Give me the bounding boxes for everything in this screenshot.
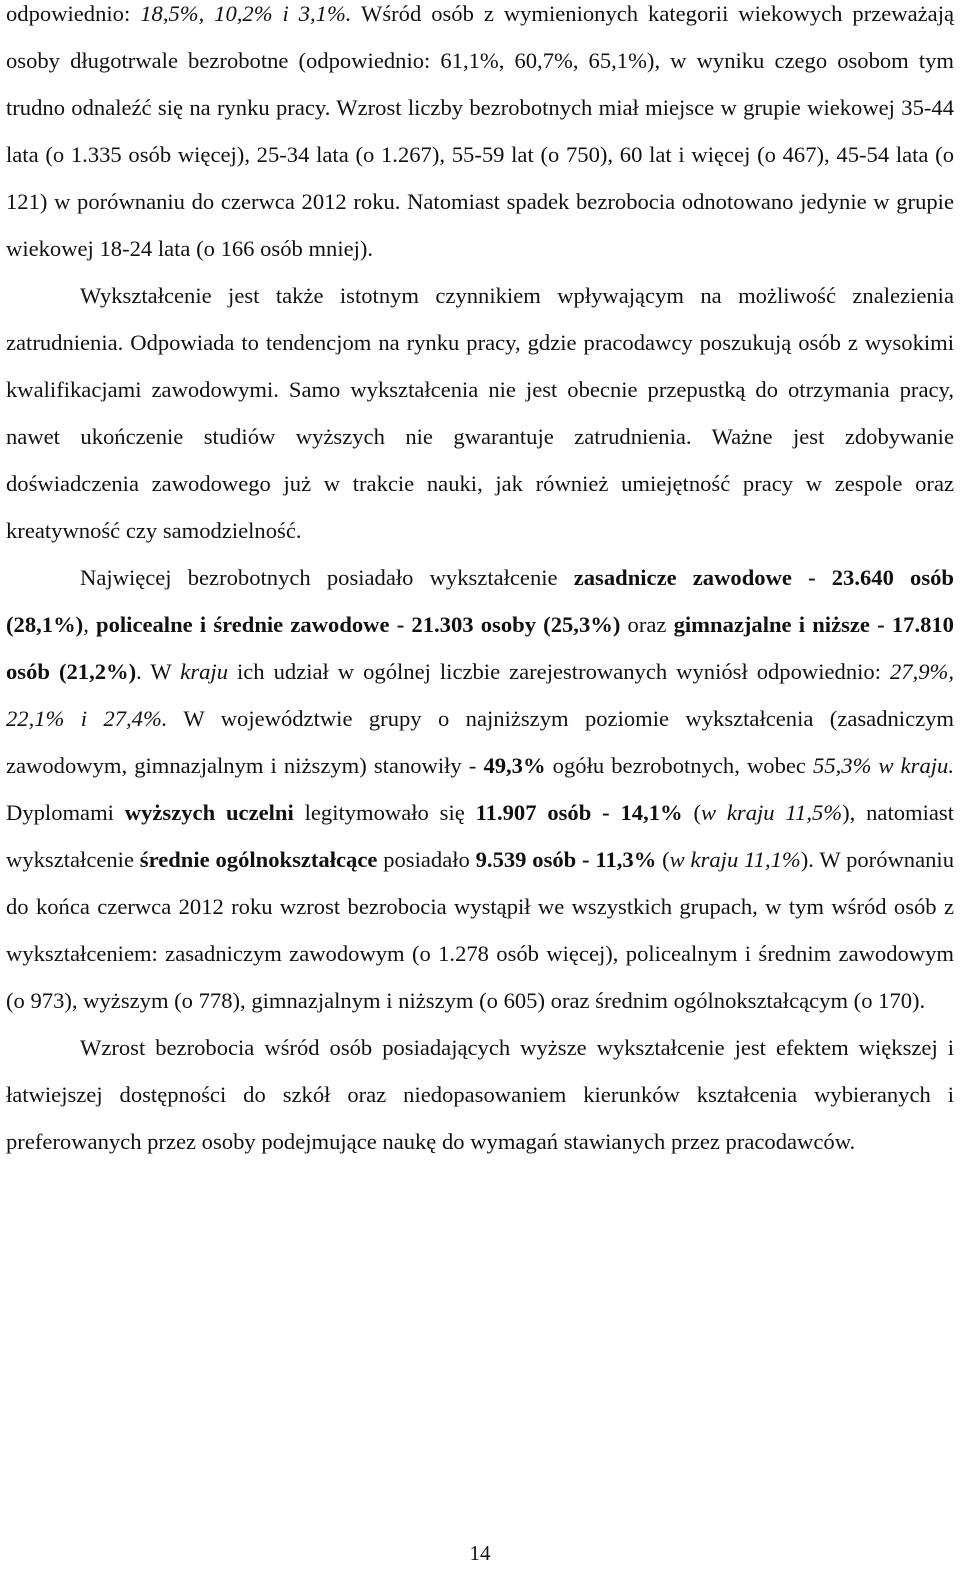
page-number: 14 <box>469 1541 491 1565</box>
bold-text: policealne i średnie zawodowe - 21.303 osoby (25,3%) <box>96 612 621 637</box>
bold-text: wyższych uczelni <box>124 800 294 825</box>
italic-text: 55,3% w kraju. <box>813 753 954 778</box>
bold-text: 49,3% <box>483 753 546 778</box>
paragraph-higher-education: Wzrost bezrobocia wśród osób posiadających wyższe wykształcenie jest efektem większej i łatwiejszej dostępności do szkół oraz niedopasowaniem kierunków kształcenia wybieranych i preferowanych przez osoby podejmujące naukę do wymagań stawianych przez pracodawców. <box>6 1035 954 1154</box>
paragraph-education-intro: Wykształcenie jest także istotnym czynnikiem wpływającym na możliwość znalezienia zatrudnienia. Odpowiada to tendencjom na rynku pracy, gdzie pracodawcy poszukują osób z wysokimi kwalifikacjami zawodowymi. Samo wykształcenia nie jest obecnie przepustką do otrzymania pracy, nawet ukończenie studiów wyższych nie gwarantuje zatrudnienia. Ważne jest zdobywanie doświadczenia zawodowego już w trakcie nauki, jak również umiejętność pracy w zespole oraz kreatywność czy samodzielność. <box>6 283 954 543</box>
italic-text: w kraju 11,5% <box>701 800 843 825</box>
italic-text: 27,9%, 22,1% i 27,4%. <box>6 659 954 731</box>
bold-text: 9.539 osób - 11,3% <box>475 847 657 872</box>
bold-text: średnie ogólnokształcące <box>139 847 378 872</box>
italic-text: 18,5%, 10,2% i 3,1%. <box>140 1 352 26</box>
paragraph-education-stats: Najwięcej bezrobotnych posiadało wykształcenie zasadnicze zawodowe - 23.640 osób (28,1%), policealne i średnie zawodowe - 21.303 osoby (25,3%) oraz gimnazjalne i niższe - 17.810 osób (21,2%). W kraju ich udział w ogólnej liczbie zarejestrowanych wyniósł odpowiednio: 27,9%, 22,1% i 27,4%. W województwie grupy o najniższym poziomie wykształcenia (zasadniczym zawodowym, gimnazjalnym i niższym) stanowiły - 49,3% ogółu bezrobotnych, wobec 55,3% w kraju. Dyplomami wyższych uczelni legitymowało się 11.907 osób - 14,1% (w kraju 11,5%), natomiast wykształcenie średnie ogólnokształcące posiadało 9.539 osób - 11,3% (w kraju 11,1%). W porównaniu do końca czerwca 2012 roku wzrost bezrobocia wystąpił we wszystkich grupach, w tym wśród osób z wykształceniem: zasadniczym zawodowym (o 1.278 osób więcej), policealnym i średnim zawodowym (o 973), wyższym (o 778), gimnazjalnym i niższym (o 605) oraz średnim ogólnokształcącym (o 170). <box>6 565 954 1013</box>
bold-text: zasadnicze zawodowe - 23.640 osób (28,1%) <box>6 565 954 637</box>
bold-text: gimnazjalne i niższe - 17.810 osób (21,2%) <box>6 612 954 684</box>
italic-text: kraju <box>180 659 228 684</box>
bold-text: 11.907 osób - 14,1% <box>475 800 683 825</box>
italic-text: w kraju 11,1% <box>669 847 801 872</box>
document-body <box>6 0 954 1165</box>
paragraph-age-groups: odpowiednio: 18,5%, 10,2% i 3,1%. Wśród osób z wymienionych kategorii wiekowych przeważają osoby długotrwale bezrobotne (odpowiednio: 61,1%, 60,7%, 65,1%), w wyniku czego osobom tym trudno odnaleźć się na rynku pracy. Wzrost liczby bezrobotnych miał miejsce w grupie wiekowej 35-44 lata (o 1.335 osób więcej), 25-34 lata (o 1.267), 55-59 lat (o 750), 60 lat i więcej (o 467), 45-54 lata (o 121) w porównaniu do czerwca 2012 roku. Natomiast spadek bezrobocia odnotowano jedynie w grupie wiekowej 18-24 lata (o 166 osób mniej). <box>6 1 955 261</box>
